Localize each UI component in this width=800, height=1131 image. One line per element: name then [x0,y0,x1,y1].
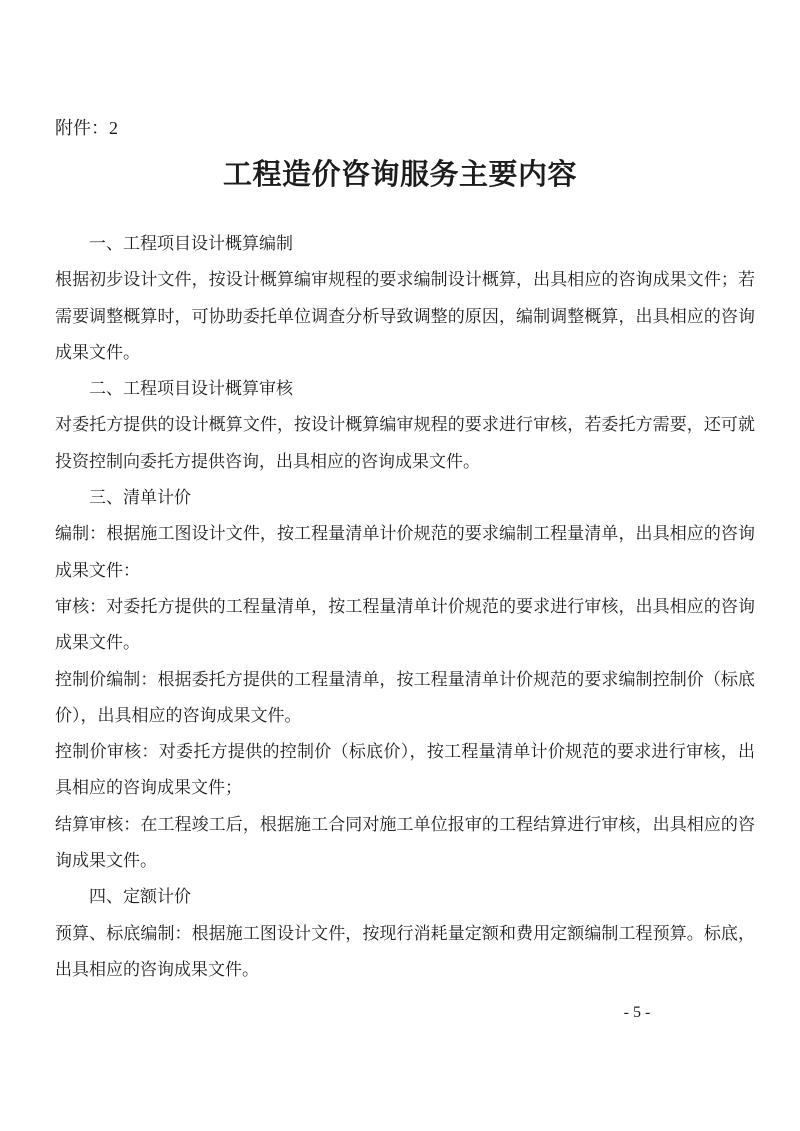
section-3-heading: 三、清单计价 [89,488,191,508]
section-3-paragraph-compilation: 编制：根据施工图设计文件，按工程量清单计价规范的要求编制工程量清单，出具相应的咨询成果文件： [55,524,755,580]
section-3-paragraph-control-price-compilation: 控制价编制：根据委托方提供的工程量清单，按工程量清单计价规范的要求编制控制价（标底价），出具相应的咨询成果文件。 [55,669,755,725]
section-1-paragraph: 根据初步设计文件，按设计概算编审规程的要求编制设计概算，出具相应的咨询成果文件；若需要调整概算时，可协助委托单位调查分析导致调整的原因，编制调整概算，出具相应的咨询成果文件。 [55,270,755,362]
annex-label: 附件：2 [55,118,118,138]
section-4-paragraph: 预算、标底编制：根据施工图设计文件，按现行消耗量定额和费用定额编制工程预算。标底，出具相应的咨询成果文件。 [55,923,755,979]
section-3-paragraph-settlement-review: 结算审核：在工程竣工后，根据施工合同对施工单位报审的工程结算进行审核，出具相应的咨询成果文件。 [55,814,755,871]
page-title: 工程造价咨询服务主要内容 [222,159,577,191]
document-body [55,226,755,988]
section-1-heading: 一、工程项目设计概算编制 [89,234,293,253]
section-2-paragraph: 对委托方提供的设计概算文件，按设计概算编审规程的要求进行审核，若委托方需要，还可就投资控制向委托方提供咨询，出具相应的咨询成果文件。 [55,415,755,471]
section-4-heading: 四、定额计价 [89,887,191,907]
page-number: - 5 - [623,1004,651,1021]
section-3-paragraph-review: 审核：对委托方提供的工程量清单，按工程量清单计价规范的要求进行审核，出具相应的咨询成果文件。 [55,596,755,653]
section-2-heading: 二、工程项目设计概算审核 [89,379,293,399]
section-3-paragraph-control-price-review: 控制价审核：对委托方提供的控制价（标底价），按工程量清单计价规范的要求进行审核，出具相应的咨询成果文件； [55,742,755,798]
